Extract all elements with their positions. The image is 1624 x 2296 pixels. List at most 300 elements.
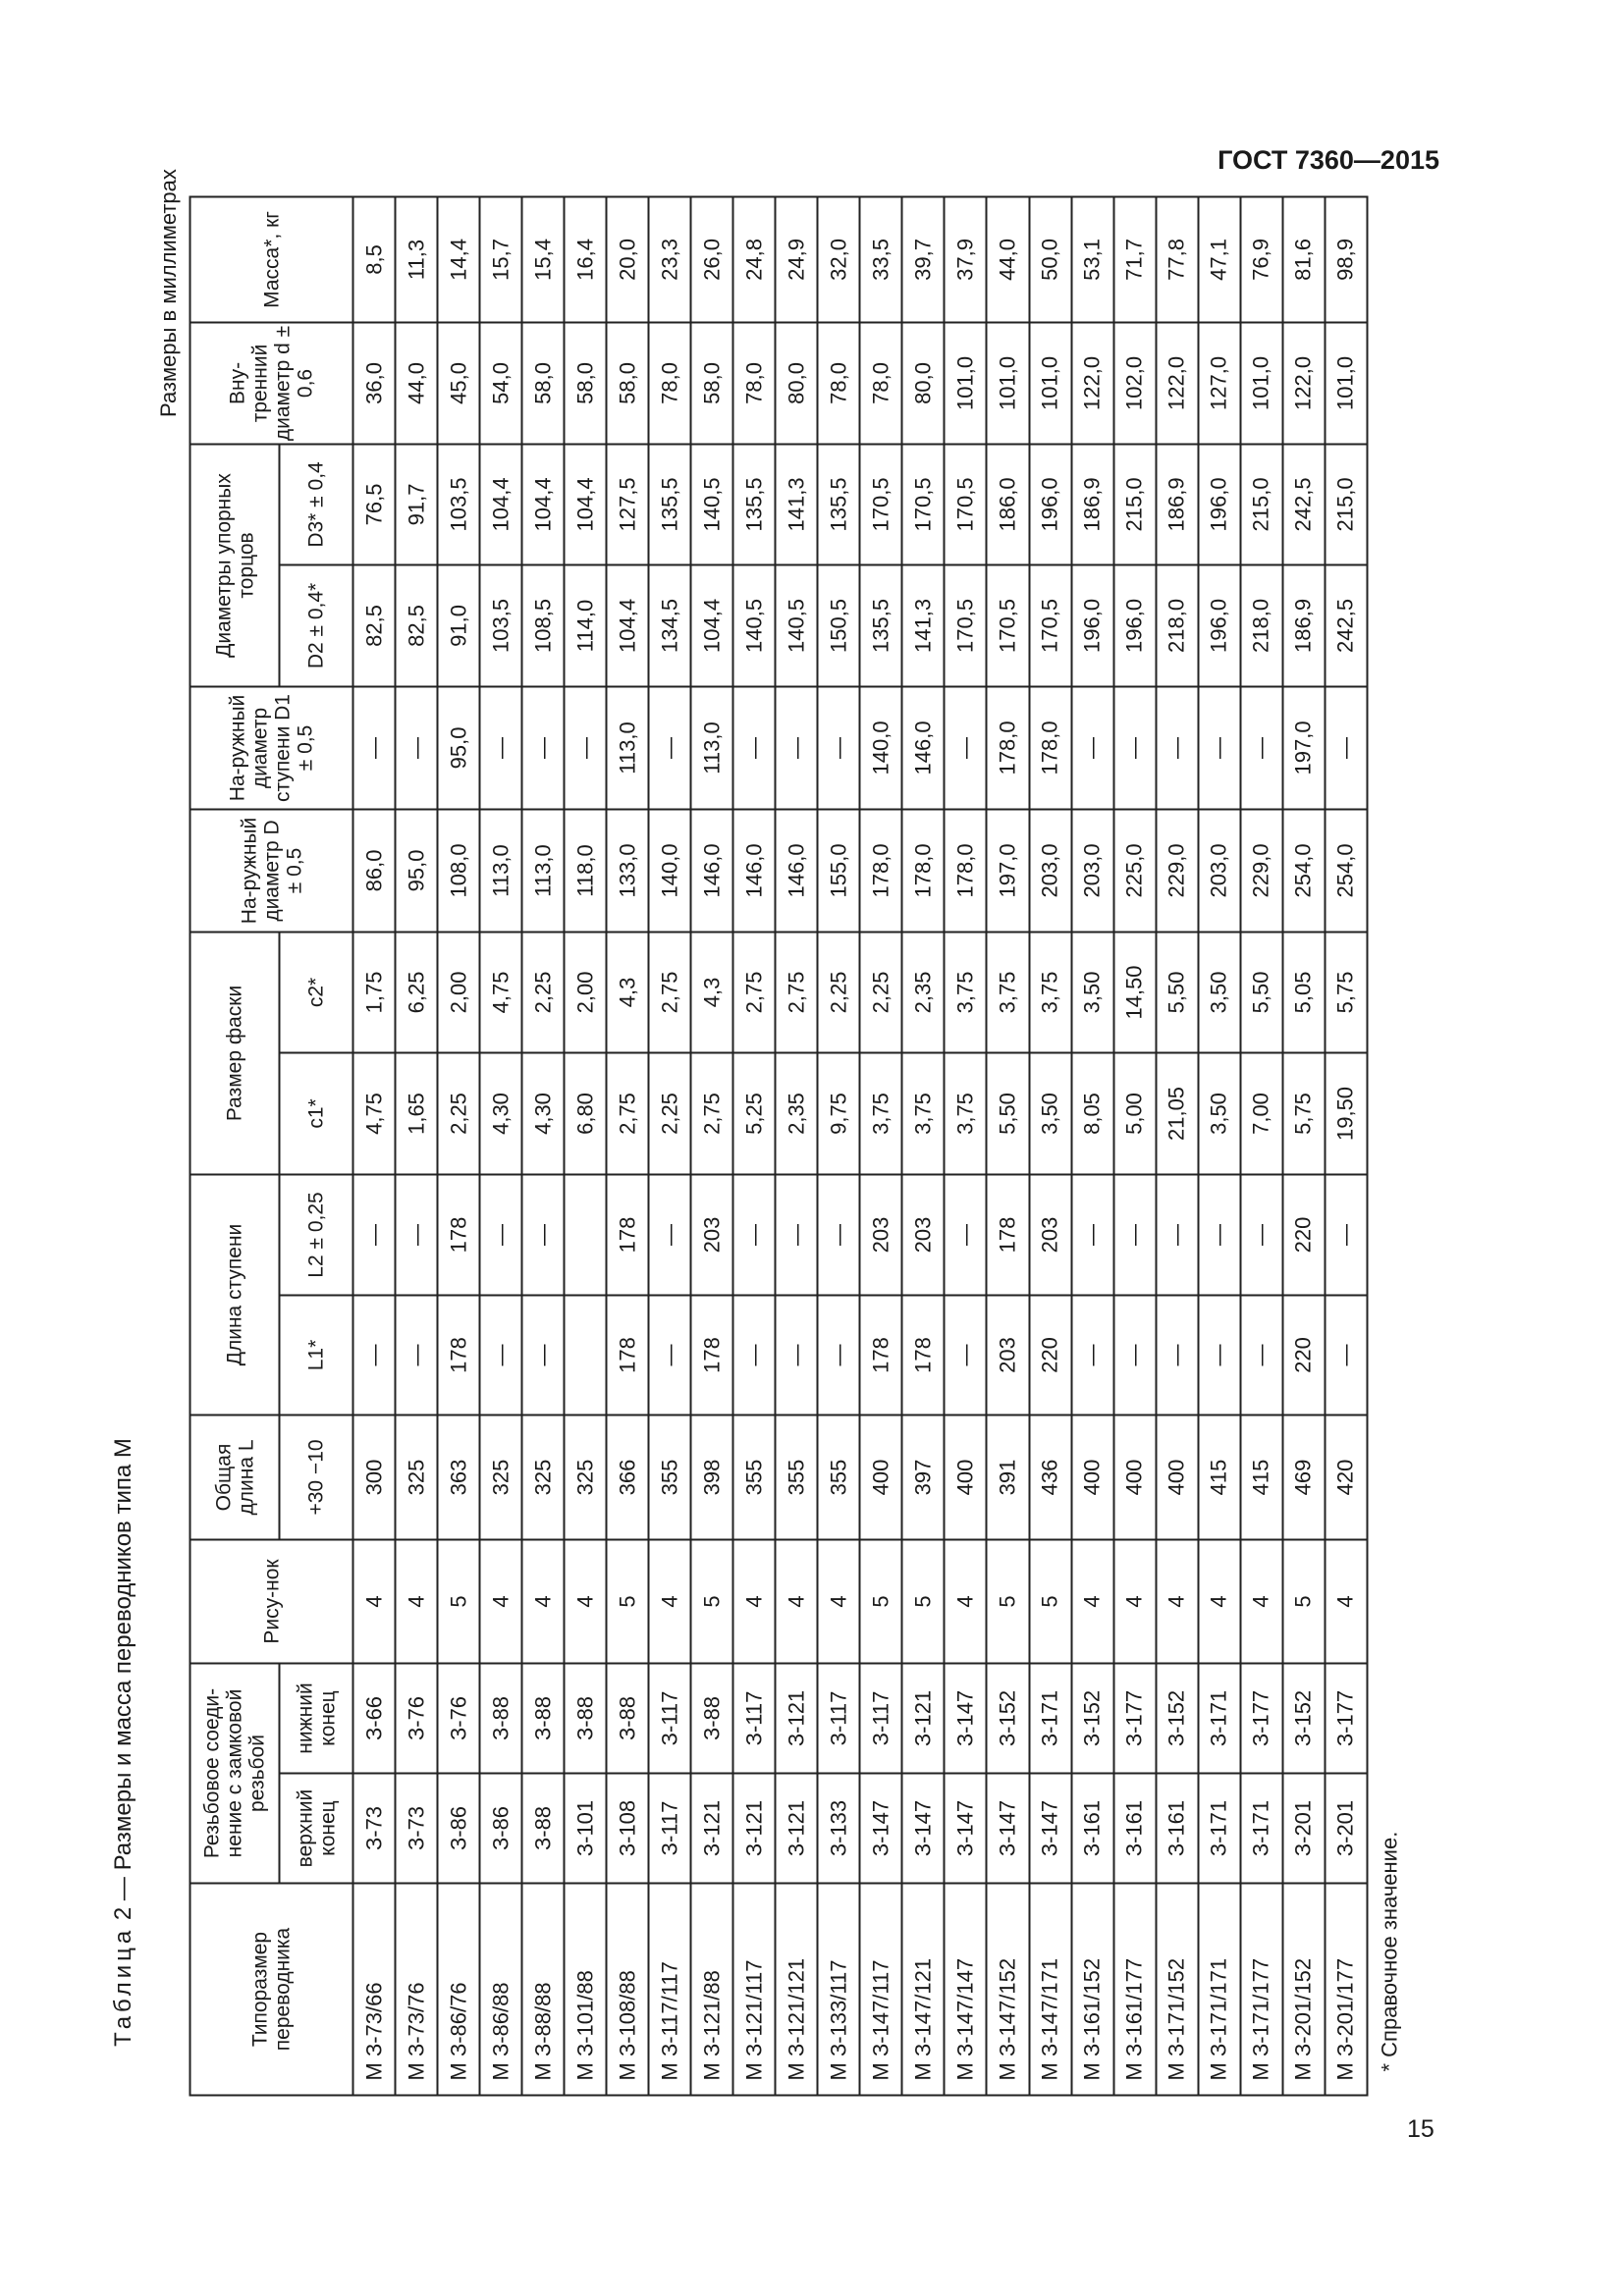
caption-title: 2 — Размеры и масса переводников типа М	[110, 1438, 136, 1927]
table-cell: 104,4	[565, 444, 607, 564]
table-cell: З-171	[1198, 1663, 1240, 1773]
table-cell: —	[1113, 1174, 1156, 1295]
table-cell: З-177	[1113, 1663, 1156, 1773]
table-cell: 24,8	[733, 196, 776, 322]
table-cell: —	[1156, 1295, 1198, 1415]
table-row	[1156, 196, 1198, 2095]
table-cell: 3,75	[1029, 932, 1071, 1052]
table-cell: 4	[565, 1539, 607, 1663]
table-cell: З-121	[776, 1774, 818, 1884]
table-row	[438, 196, 480, 2095]
table-cell: 4	[396, 1539, 438, 1663]
table-cell: 150,5	[818, 564, 860, 686]
table-cell: 220	[1282, 1174, 1325, 1295]
table-cell: 5	[607, 1539, 649, 1663]
table-cell: 7,00	[1240, 1052, 1282, 1174]
caption-prefix: Таблица	[110, 1926, 136, 2047]
table-cell: 146,0	[776, 809, 818, 932]
table-cell: 203,0	[1198, 809, 1240, 932]
table-cell: 108,0	[438, 809, 480, 932]
table-cell: 469	[1282, 1415, 1325, 1539]
table-cell: 3,50	[1071, 932, 1113, 1052]
table-cell: 140,5	[691, 444, 733, 564]
table-cell: М З-147/171	[1029, 1884, 1071, 2096]
table-cell: 104,4	[607, 564, 649, 686]
table-cell: З-147	[902, 1774, 945, 1884]
table-cell: 108,5	[522, 564, 565, 686]
table-cell: 4	[522, 1539, 565, 1663]
table-cell: 215,0	[1325, 444, 1367, 564]
table-cell: 155,0	[818, 809, 860, 932]
table-cell: 203,0	[1029, 809, 1071, 932]
table-cell: —	[1198, 1295, 1240, 1415]
table-cell: 82,5	[353, 564, 396, 686]
table-cell: 4	[1240, 1539, 1282, 1663]
header-thread-upper: верхний конец	[280, 1774, 353, 1884]
table-cell: 33,5	[860, 196, 902, 322]
header-thread: Резьбовое соеди-нение с замковой резьбой	[190, 1663, 280, 1883]
table-cell: 141,3	[902, 564, 945, 686]
table-cell: 196,0	[1029, 444, 1071, 564]
header-d2: D2 ± 0,4*	[280, 564, 353, 686]
table-cell: 3,75	[902, 1052, 945, 1174]
table-cell: 420	[1325, 1415, 1367, 1539]
table-cell: 135,5	[818, 444, 860, 564]
table-row	[565, 196, 607, 2095]
table-cell: 101,0	[1325, 322, 1367, 444]
table-cell: 355	[733, 1415, 776, 1539]
table-cell: 4	[1325, 1539, 1367, 1663]
table-cell: 5,25	[733, 1052, 776, 1174]
header-l1: L1*	[280, 1295, 353, 1415]
table-cell: —	[1198, 686, 1240, 809]
table-cell: 14,50	[1113, 932, 1156, 1052]
table-cell: 2,75	[776, 932, 818, 1052]
table-cell: 146,0	[691, 809, 733, 932]
table-cell: 98,9	[1325, 196, 1367, 322]
table-cell: 170,5	[945, 444, 987, 564]
header-c2: c2*	[280, 932, 353, 1052]
table-cell: —	[818, 686, 860, 809]
table-cell: 325	[480, 1415, 522, 1539]
table-cell: 4,3	[607, 932, 649, 1052]
table-cell: 415	[1240, 1415, 1282, 1539]
table-cell: З-201	[1282, 1774, 1325, 1884]
table-cell: 254,0	[1325, 809, 1367, 932]
table-cell: 5	[860, 1539, 902, 1663]
table-cell: 58,0	[522, 322, 565, 444]
table-cell: З-161	[1156, 1774, 1198, 1884]
table-cell: 170,5	[860, 444, 902, 564]
table-cell: 2,75	[649, 932, 691, 1052]
table-cell: 5	[1029, 1539, 1071, 1663]
table-row	[1240, 196, 1282, 2095]
table-cell: 178,0	[987, 686, 1029, 809]
table-cell: 21,05	[1156, 1052, 1198, 1174]
table-cell: 178	[438, 1174, 480, 1295]
table-cell: 104,4	[691, 564, 733, 686]
table-cell: 196,0	[1198, 444, 1240, 564]
table-cell: 53,1	[1071, 196, 1113, 322]
table-cell: 54,0	[480, 322, 522, 444]
table-cell: —	[353, 1174, 396, 1295]
table-cell: 16,4	[565, 196, 607, 322]
table-cell: —	[1071, 1174, 1113, 1295]
table-cell: 32,0	[818, 196, 860, 322]
table-cell: 415	[1198, 1415, 1240, 1539]
table-cell: 114,0	[565, 564, 607, 686]
table-cell: З-101	[565, 1774, 607, 1884]
table-cell: 113,0	[522, 809, 565, 932]
table-container	[189, 211, 1412, 2097]
table-cell: 140,0	[649, 809, 691, 932]
table-cell: 242,5	[1325, 564, 1367, 686]
table-cell: 78,0	[818, 322, 860, 444]
table-cell: 122,0	[1071, 322, 1113, 444]
table-cell: 170,5	[902, 444, 945, 564]
table-cell: 4	[1071, 1539, 1113, 1663]
table-cell: —	[649, 1174, 691, 1295]
table-cell: 78,0	[733, 322, 776, 444]
header-thread-lower: нижний конец	[280, 1663, 353, 1773]
table-cell: —	[1240, 1295, 1282, 1415]
header-id: Вну-тренний диаметр d ± 0,6	[190, 322, 353, 444]
table-cell: 203	[902, 1174, 945, 1295]
table-cell: 197,0	[1282, 686, 1325, 809]
table-cell: 3,50	[1029, 1052, 1071, 1174]
table-cell: М З-161/152	[1071, 1884, 1113, 2096]
table-cell: —	[396, 1174, 438, 1295]
header-d3: D3* ± 0,4	[280, 444, 353, 564]
table-cell: 391	[987, 1415, 1029, 1539]
table-row	[818, 196, 860, 2095]
table-cell: 186,9	[1071, 444, 1113, 564]
table-cell: 4	[733, 1539, 776, 1663]
header-step: Длина ступени	[190, 1174, 280, 1415]
table-cell: —	[353, 686, 396, 809]
table-cell: М З-133/117	[818, 1884, 860, 2096]
table-row	[480, 196, 522, 2095]
table-cell: З-152	[1282, 1663, 1325, 1773]
table-cell: 23,3	[649, 196, 691, 322]
footnote: * Справочное значение.	[1368, 196, 1412, 2095]
table-cell: 325	[522, 1415, 565, 1539]
table-row	[353, 196, 396, 2095]
table-cell: 81,6	[1282, 196, 1325, 322]
table-cell: З-73	[353, 1774, 396, 1884]
table-cell: З-88	[691, 1663, 733, 1773]
table-cell: 5	[987, 1539, 1029, 1663]
table-cell: —	[776, 686, 818, 809]
table-cell: —	[1071, 686, 1113, 809]
table-cell: 20,0	[607, 196, 649, 322]
page-number: 15	[1407, 2115, 1435, 2143]
table-cell: 78,0	[649, 322, 691, 444]
table-cell: 400	[860, 1415, 902, 1539]
table-cell: М З-147/147	[945, 1884, 987, 2096]
table-cell: М З-147/121	[902, 1884, 945, 2096]
table-cell: 400	[1156, 1415, 1198, 1539]
table-cell: —	[649, 686, 691, 809]
table-row	[522, 196, 565, 2095]
table-cell: З-171	[1029, 1663, 1071, 1773]
table-cell: 4	[649, 1539, 691, 1663]
table-cell: З-88	[522, 1663, 565, 1773]
table-cell: 355	[776, 1415, 818, 1539]
table-cell: 203	[1029, 1174, 1071, 1295]
table-cell: 95,0	[438, 686, 480, 809]
table-cell: 2,35	[776, 1052, 818, 1174]
table-cell: 436	[1029, 1415, 1071, 1539]
table-cell: З-117	[818, 1663, 860, 1773]
table-cell: —	[1240, 686, 1282, 809]
table-cell: З-76	[438, 1663, 480, 1773]
table-cell: —	[945, 1295, 987, 1415]
table-cell: М З-171/177	[1240, 1884, 1282, 2096]
table-cell: 4	[945, 1539, 987, 1663]
table-cell: 170,5	[1029, 564, 1071, 686]
table-cell: З-88	[607, 1663, 649, 1773]
table-cell: —	[649, 1295, 691, 1415]
table-cell: 220	[1282, 1295, 1325, 1415]
table-cell: 2,35	[902, 932, 945, 1052]
table-row	[1071, 196, 1113, 2095]
table-cell: 127,5	[607, 444, 649, 564]
table-cell: 11,3	[396, 196, 438, 322]
table-cell: 178,0	[1029, 686, 1071, 809]
table-cell: М З-161/177	[1113, 1884, 1156, 2096]
table-cell: 113,0	[480, 809, 522, 932]
table-cell: 122,0	[1282, 322, 1325, 444]
header-figure: Рису-нок	[190, 1539, 353, 1663]
table-cell: М З-101/88	[565, 1884, 607, 2096]
table-cell: 4	[480, 1539, 522, 1663]
table-cell: 397	[902, 1415, 945, 1539]
table-cell: М З-147/152	[987, 1884, 1029, 2096]
table-cell: 58,0	[565, 322, 607, 444]
table-cell: 19,50	[1325, 1052, 1367, 1174]
table-cell: 2,75	[691, 1052, 733, 1174]
table-cell: З-117	[649, 1663, 691, 1773]
table-cell: 4,3	[691, 932, 733, 1052]
table-cell: —	[1113, 1295, 1156, 1415]
table-cell: М З-73/66	[353, 1884, 396, 2096]
table-cell: 76,5	[353, 444, 396, 564]
table-cell: З-121	[733, 1774, 776, 1884]
table-cell: З-147	[945, 1663, 987, 1773]
table-cell: 5,50	[1156, 932, 1198, 1052]
table-cell: 196,0	[1198, 564, 1240, 686]
table-cell: 103,5	[480, 564, 522, 686]
table-cell: 3,50	[1198, 1052, 1240, 1174]
table-cell: —	[1325, 686, 1367, 809]
table-cell: —	[1240, 1174, 1282, 1295]
table-cell: 325	[565, 1415, 607, 1539]
table-cell: 5,50	[987, 1052, 1029, 1174]
table-row	[607, 196, 649, 2095]
table-cell: 2,25	[649, 1052, 691, 1174]
table-cell: —	[818, 1295, 860, 1415]
table-row	[860, 196, 902, 2095]
table-cell: —	[1071, 1295, 1113, 1415]
table-cell: 101,0	[1029, 322, 1071, 444]
table-cell: 5	[1282, 1539, 1325, 1663]
table-cell: —	[1325, 1174, 1367, 1295]
table-cell: 254,0	[1282, 809, 1325, 932]
table-cell: —	[733, 1174, 776, 1295]
table-cell: 4,75	[353, 1052, 396, 1174]
table-row	[776, 196, 818, 2095]
table-cell: 4,30	[522, 1052, 565, 1174]
table-cell: —	[396, 686, 438, 809]
table-cell: 203	[691, 1174, 733, 1295]
table-cell: М З-88/88	[522, 1884, 565, 2096]
table-cell: З-86	[480, 1774, 522, 1884]
table-cell: 9,75	[818, 1052, 860, 1174]
table-cell: 355	[649, 1415, 691, 1539]
table-cell: 5,75	[1282, 1052, 1325, 1174]
table-cell: 5	[438, 1539, 480, 1663]
table-cell: 2,25	[860, 932, 902, 1052]
table-cell: 4,75	[480, 932, 522, 1052]
table-row	[1029, 196, 1071, 2095]
table-cell: 45,0	[438, 322, 480, 444]
table-cell: 5	[691, 1539, 733, 1663]
table-cell: 36,0	[353, 322, 396, 444]
table-cell: 91,0	[438, 564, 480, 686]
table-cell: 44,0	[396, 322, 438, 444]
table-cell: —	[945, 686, 987, 809]
table-cell: 178,0	[902, 809, 945, 932]
table-cell: М З-121/121	[776, 1884, 818, 2096]
table-cell: З-152	[1071, 1663, 1113, 1773]
table-cell: 178,0	[860, 809, 902, 932]
table-cell: 101,0	[945, 322, 987, 444]
header-length: Общая длина L	[190, 1415, 280, 1539]
table-cell: 178	[902, 1295, 945, 1415]
table-cell: 215,0	[1113, 444, 1156, 564]
header-typesize: Типоразмер переводника	[190, 1884, 353, 2096]
table-cell: 135,5	[860, 564, 902, 686]
table-cell: 215,0	[1240, 444, 1282, 564]
table-cell: 2,25	[818, 932, 860, 1052]
table-cell	[565, 1295, 607, 1415]
table-cell: 122,0	[1156, 322, 1198, 444]
table-cell: М З-117/117	[649, 1884, 691, 2096]
table-cell: 135,5	[649, 444, 691, 564]
table-cell: 4	[776, 1539, 818, 1663]
table-cell: 146,0	[733, 809, 776, 932]
table-cell: —	[733, 686, 776, 809]
table-cell: 197,0	[987, 809, 1029, 932]
table-cell: З-152	[1156, 1663, 1198, 1773]
table-cell: З-117	[860, 1663, 902, 1773]
table-cell: З-121	[776, 1663, 818, 1773]
table-cell: З-152	[987, 1663, 1029, 1773]
table-cell: 5,05	[1282, 932, 1325, 1052]
table-cell: 39,7	[902, 196, 945, 322]
table-cell: —	[776, 1174, 818, 1295]
table-cell: 14,4	[438, 196, 480, 322]
table-cell: З-171	[1198, 1774, 1240, 1884]
header-faces: Диаметры упорных торцов	[190, 444, 280, 686]
table-cell: 220	[1029, 1295, 1071, 1415]
table-cell: 4	[818, 1539, 860, 1663]
table-cell: —	[1113, 686, 1156, 809]
table-cell: 24,9	[776, 196, 818, 322]
table-cell: 15,7	[480, 196, 522, 322]
table-cell: 5,75	[1325, 932, 1367, 1052]
table-cell: 178	[607, 1174, 649, 1295]
table-cell: —	[1198, 1174, 1240, 1295]
table-cell: 242,5	[1282, 444, 1325, 564]
table-cell: М З-201/177	[1325, 1884, 1367, 2096]
table-cell: 26,0	[691, 196, 733, 322]
table-cell: 8,05	[1071, 1052, 1113, 1174]
table-cell: З-117	[649, 1774, 691, 1884]
table-cell: 178,0	[945, 809, 987, 932]
table-cell: 1,75	[353, 932, 396, 1052]
table-cell: З-121	[902, 1663, 945, 1773]
table-cell: 113,0	[691, 686, 733, 809]
table-cell: 78,0	[860, 322, 902, 444]
table-cell: З-177	[1325, 1663, 1367, 1773]
table-cell: З-147	[945, 1774, 987, 1884]
table-cell: З-133	[818, 1774, 860, 1884]
table-cell: 4	[1113, 1539, 1156, 1663]
header-l2: L2 ± 0,25	[280, 1174, 353, 1295]
table-cell: 76,9	[1240, 196, 1282, 322]
table-cell: 95,0	[396, 809, 438, 932]
table-cell: 3,75	[860, 1052, 902, 1174]
table-cell: 134,5	[649, 564, 691, 686]
table-cell: —	[776, 1295, 818, 1415]
table-cell: 6,80	[565, 1052, 607, 1174]
table-cell: 58,0	[607, 322, 649, 444]
table-cell: 2,75	[607, 1052, 649, 1174]
table-cell: 102,0	[1113, 322, 1156, 444]
table-cell: З-147	[1029, 1774, 1071, 1884]
table-cell: 229,0	[1156, 809, 1198, 932]
table-cell: 50,0	[1029, 196, 1071, 322]
table-cell: —	[565, 686, 607, 809]
table-cell: —	[522, 686, 565, 809]
table-cell: 325	[396, 1415, 438, 1539]
table-cell: 91,7	[396, 444, 438, 564]
table-cell: З-161	[1113, 1774, 1156, 1884]
table-cell: 225,0	[1113, 809, 1156, 932]
table-cell: 178	[860, 1295, 902, 1415]
table-cell: —	[1325, 1295, 1367, 1415]
table-cell: З-88	[565, 1663, 607, 1773]
table-cell: 178	[607, 1295, 649, 1415]
table-cell: М З-121/88	[691, 1884, 733, 2096]
table-cell: М З-108/88	[607, 1884, 649, 2096]
table-cell: 140,0	[860, 686, 902, 809]
table-cell: 196,0	[1113, 564, 1156, 686]
table-cell: —	[353, 1295, 396, 1415]
table-cell: 8,5	[353, 196, 396, 322]
table-cell: 44,0	[987, 196, 1029, 322]
header-chamfer: Размер фаски	[190, 932, 280, 1174]
table-cell: —	[818, 1174, 860, 1295]
table-cell: 170,5	[945, 564, 987, 686]
table-cell: З-161	[1071, 1774, 1113, 1884]
table-cell: 3,75	[945, 1052, 987, 1174]
table-cell: З-171	[1240, 1774, 1282, 1884]
table-cell: 2,25	[522, 932, 565, 1052]
table-cell: 77,8	[1156, 196, 1198, 322]
